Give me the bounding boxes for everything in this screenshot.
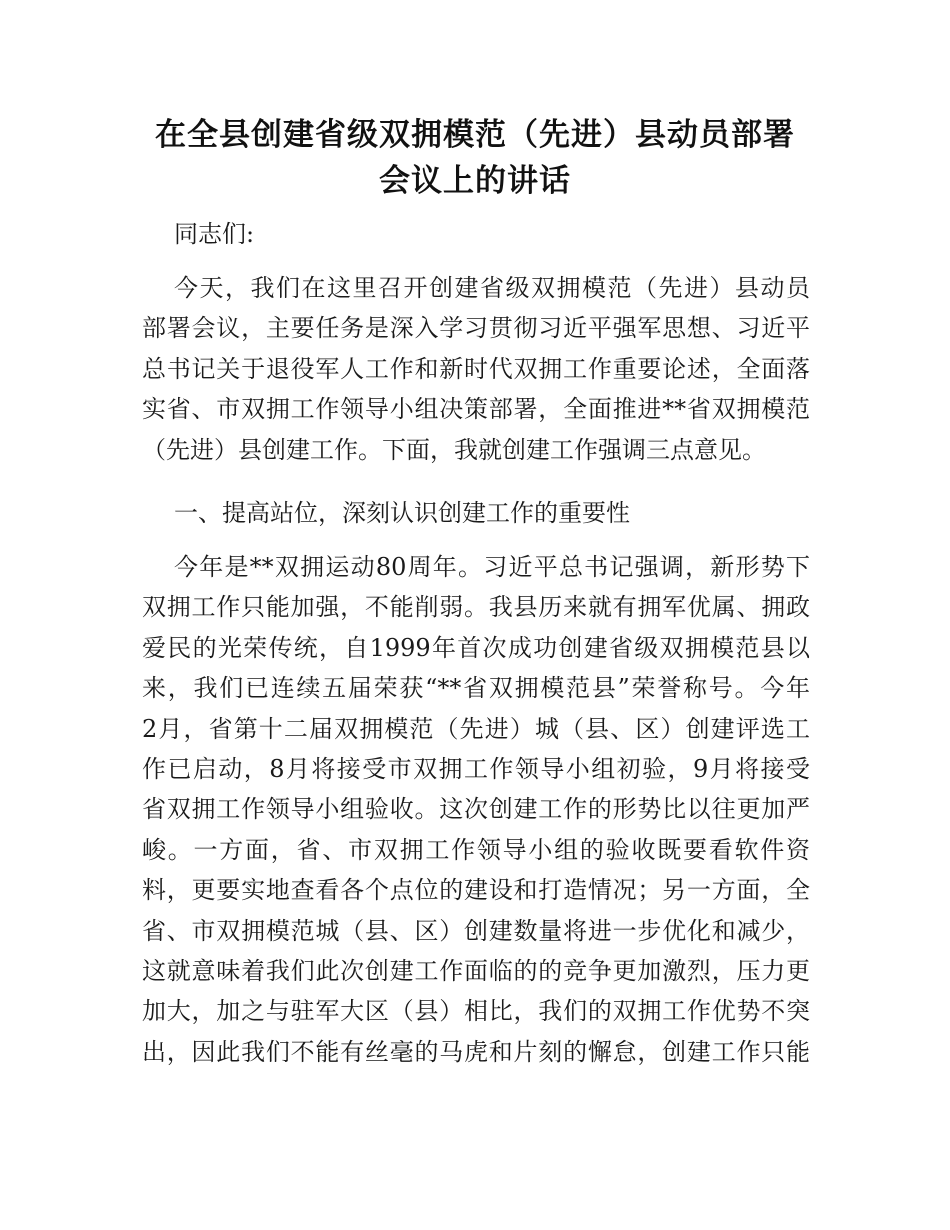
salutation [142,214,810,254]
document-title [140,112,810,204]
paragraph-intro [142,268,810,470]
paragraph-line: 部署会议，主要任务是深入学习贯彻习近平强军思想、习近平 [142,314,810,343]
paragraph-line: 2月，省第十二届双拥模范（先进）城（县、区）创建评选工 [142,714,810,743]
paragraph-line: 来，我们已连续五届荣获“**省双拥模范县”荣誉称号。今年 [142,674,810,703]
salutation-text: 同志们: [174,220,255,248]
paragraph-line: 峻。一方面，省、市双拥工作领导小组的验收既要看软件资 [142,835,810,864]
paragraph-line: 总书记关于退役军人工作和新时代双拥工作重要论述，全面落 [142,354,810,383]
paragraph-line: （先进）县创建工作。下面，我就创建工作强调三点意见。 [142,435,766,464]
paragraph-section-one [142,547,810,1072]
paragraph-line: 实省、市双拥工作领导小组决策部署，全面推进**省双拥模范 [142,395,810,424]
paragraph-line: 加大，加之与驻军大区（县）相比，我们的双拥工作优势不突 [142,997,810,1026]
paragraph-line: 爱民的光荣传统，自1999年首次成功创建省级双拥模范县以 [142,633,810,662]
paragraph-line: 料，更要实地查看各个点位的建设和打造情况；另一方面，全 [142,876,810,905]
paragraph-line: 作已启动，8月将接受市双拥工作领导小组初验，9月将接受 [142,754,810,783]
paragraph-line: 省、市双拥模范城（县、区）创建数量将进一步优化和减少， [142,916,810,945]
title-line: 在全县创建省级双拥模范（先进）县动员部署 [155,117,795,153]
section-heading-text: 一、提高站位，深刻认识创建工作的重要性 [174,499,630,527]
paragraph-line: 今天，我们在这里召开创建省级双拥模范（先进）县动员 [174,274,810,302]
paragraph-line: 今年是**双拥运动80周年。习近平总书记强调，新形势下 [174,553,810,581]
title-line: 会议上的讲话 [379,163,571,199]
section-heading [142,493,810,533]
paragraph-line: 双拥工作只能加强，不能削弱。我县历来就有拥军优属、拥政 [142,593,810,622]
paragraph-line: 省双拥工作领导小组验收。这次创建工作的形势比以往更加严 [142,795,810,824]
paragraph-line: 这就意味着我们此次创建工作面临的的竞争更加激烈，压力更 [142,956,810,985]
paragraph-line: 出，因此我们不能有丝毫的马虎和片刻的懈怠，创建工作只能 [142,1037,810,1066]
